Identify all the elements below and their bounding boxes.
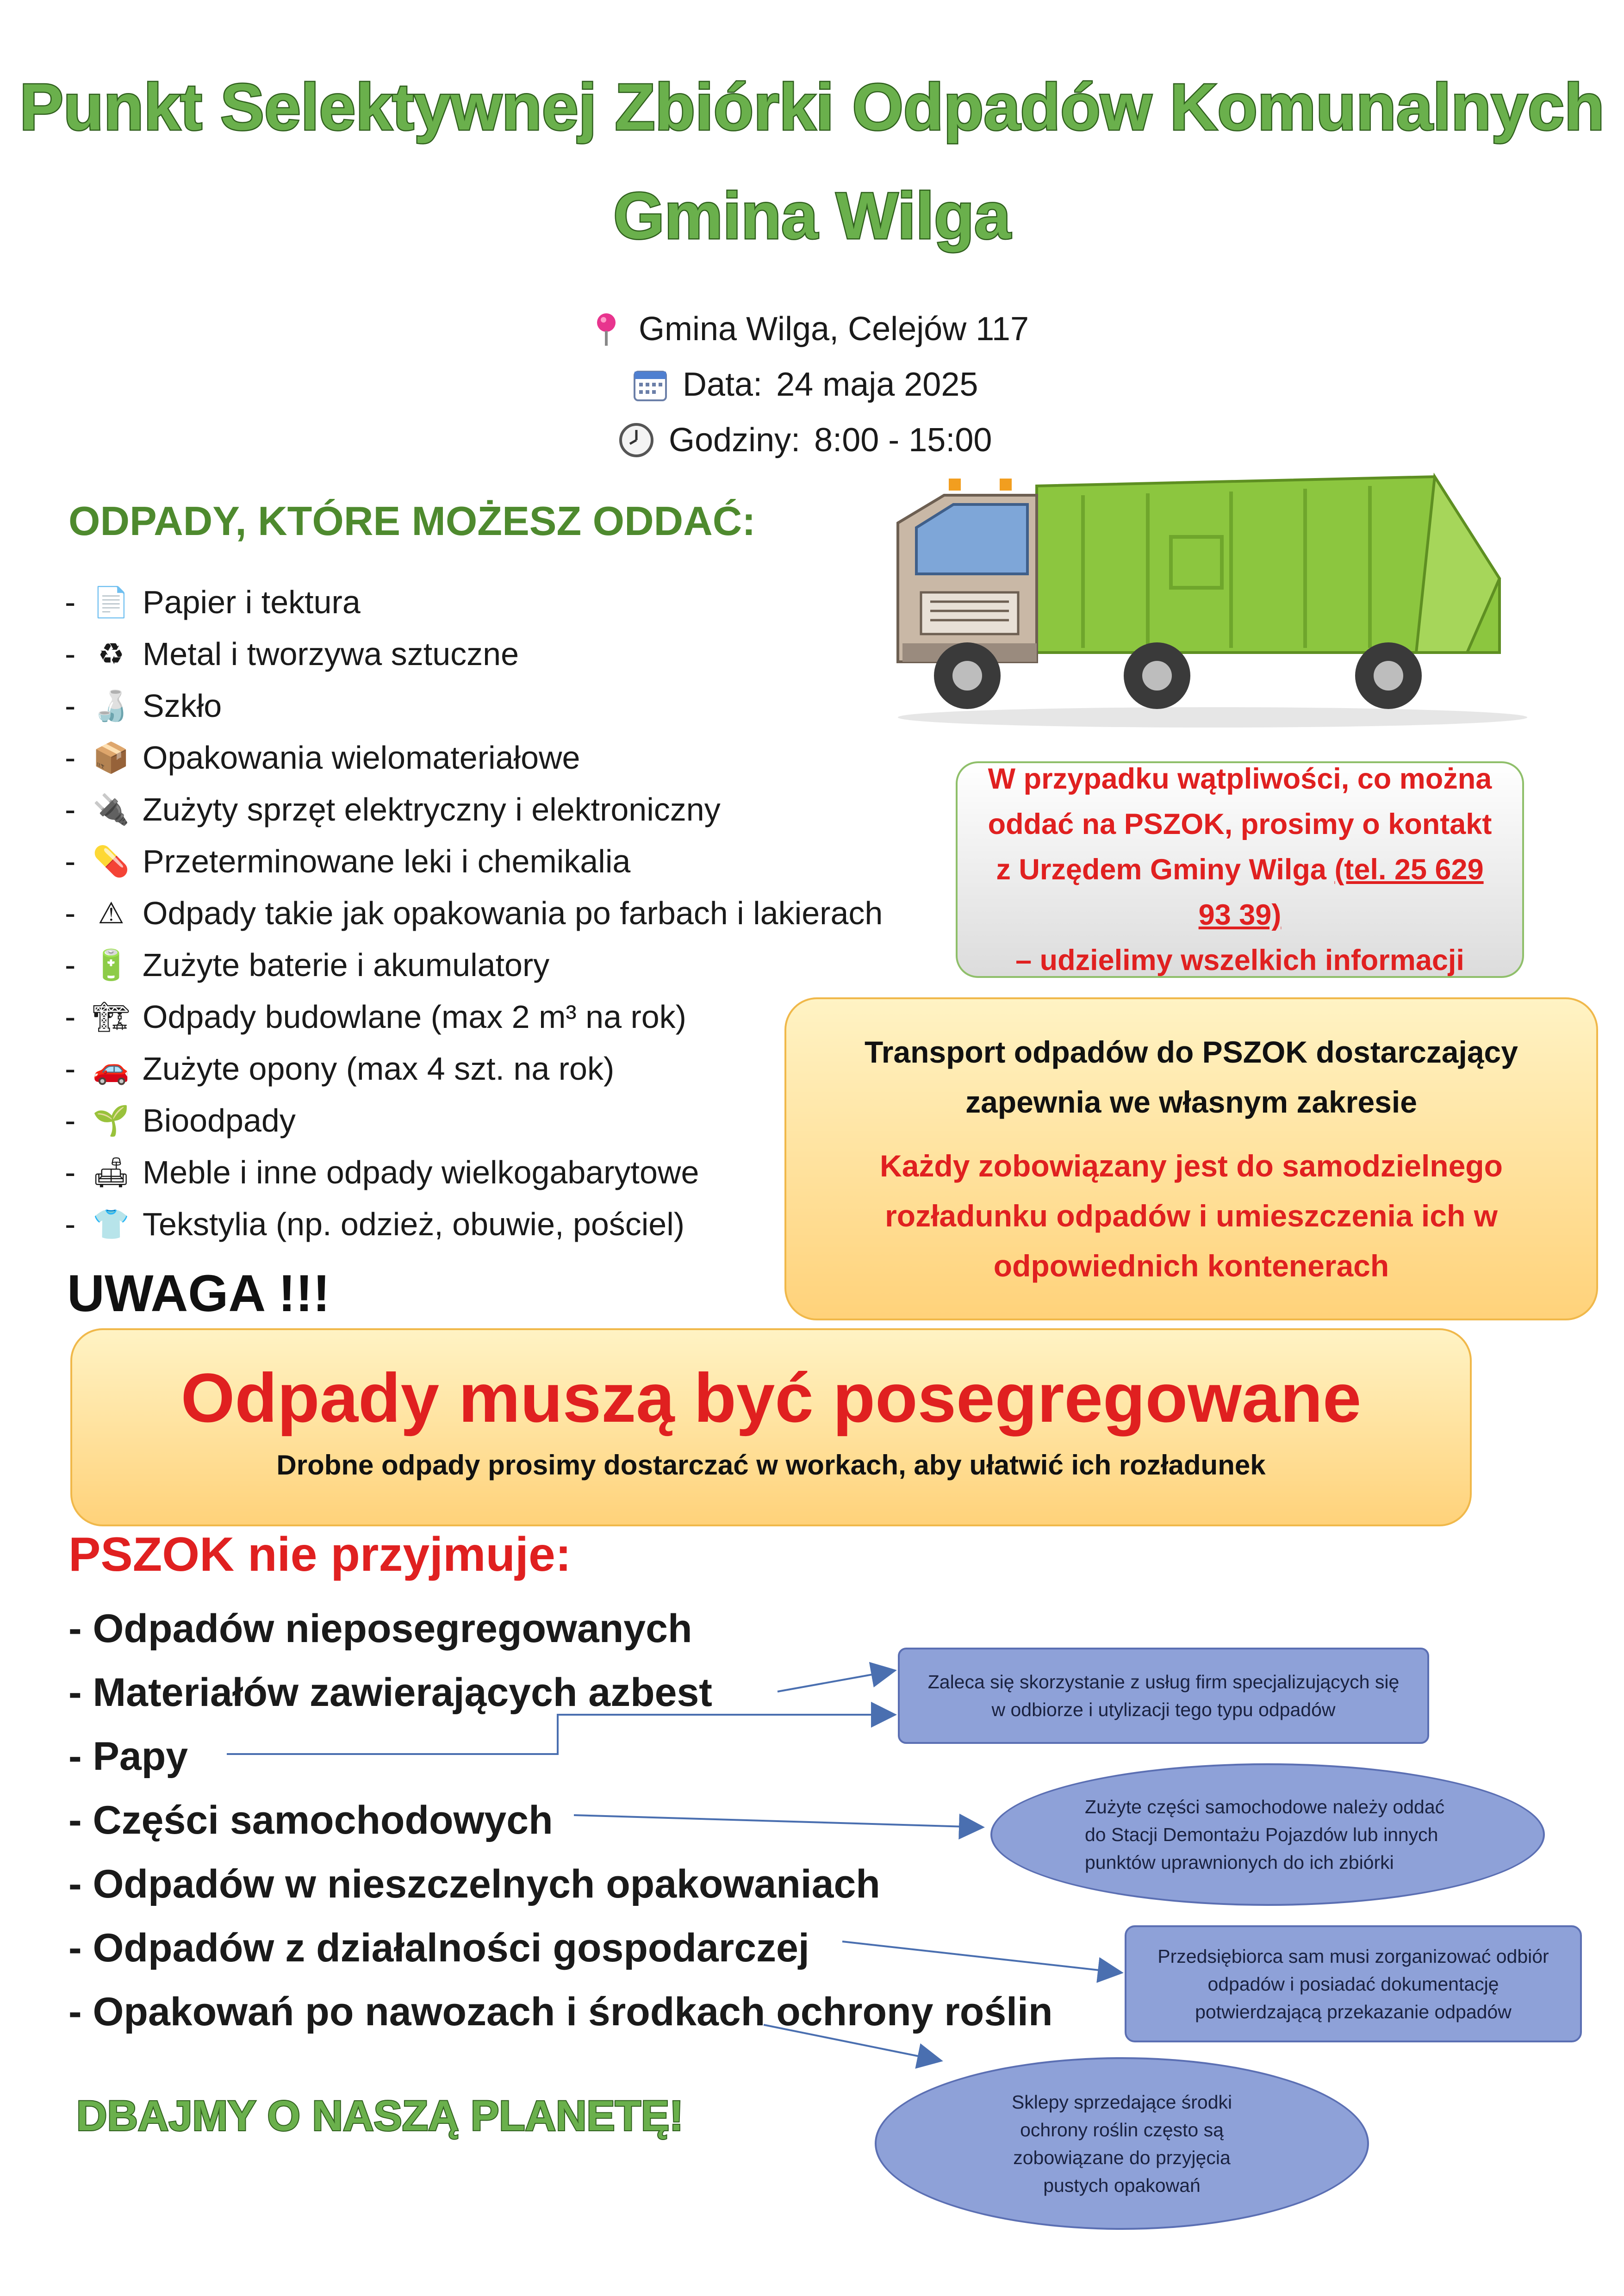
list-dash: - bbox=[65, 1102, 76, 1139]
asbestos-note bbox=[898, 1648, 1429, 1744]
accepted-item-label: Odpady budowlane (max 2 m³ na rok) bbox=[143, 999, 686, 1035]
not-accepted-item: - Opakowań po nawozach i środkach ochrony roślin bbox=[68, 1990, 1053, 2034]
construction-icon: 🏗 bbox=[92, 1000, 130, 1033]
list-dash: - bbox=[65, 1051, 76, 1087]
asbestos-note-text: Zaleca się skorzystanie z usług firm specjalizujących się w odbiorze i utylizacji tego typu odpadów bbox=[927, 1671, 1400, 1720]
segregation-headline: Odpady muszą być posegregowane bbox=[180, 1359, 1362, 1437]
accepted-item-label: Odpady takie jak opakowania po farbach i lakierach bbox=[143, 895, 883, 931]
hours-label: Godziny: bbox=[669, 422, 801, 459]
accepted-item-label: Metal i tworzywa sztuczne bbox=[143, 636, 519, 672]
accepted-item-label: Papier i tektura bbox=[143, 584, 361, 620]
not-accepted-item: - Odpadów w nieszczelnych opakowaniach bbox=[68, 1862, 880, 1906]
contact-text-after: – udzielimy wszelkich informacji bbox=[1015, 944, 1464, 977]
list-dash: - bbox=[65, 740, 76, 776]
not-accepted-item: - Materiałów zawierających azbest bbox=[68, 1670, 712, 1715]
battery-icon: 🔋 bbox=[93, 948, 130, 982]
accepted-item-label: Tekstylia (np. odzież, obuwie, pościel) bbox=[143, 1206, 685, 1242]
contact-phone-link[interactable]: (tel. 25 629 93 39) bbox=[1198, 853, 1484, 931]
arrow-car-parts bbox=[574, 1815, 981, 1827]
arrow-fertilizers bbox=[764, 2025, 940, 2060]
location-text: Gmina Wilga, Celejów 117 bbox=[639, 311, 1029, 348]
couch-icon: 🛋 bbox=[92, 1156, 130, 1189]
page-title: Punkt Selektywnej Zbiórki Odpadów Komunalnych bbox=[19, 70, 1605, 144]
seedling-icon: 🌱 bbox=[93, 1104, 130, 1137]
document-icon: 📄 bbox=[93, 585, 130, 619]
list-dash: - bbox=[65, 895, 76, 931]
arrow-business bbox=[842, 1941, 1120, 1972]
fertilizers-note-text: Sklepy sprzedające środki ochrony roślin często są zobowiązane do przyjęcia pustych opakowań bbox=[1011, 2091, 1232, 2196]
date-value: 24 maja 2025 bbox=[776, 366, 978, 403]
bottle-icon: 🍶 bbox=[93, 689, 130, 722]
arrow-roofing bbox=[227, 1715, 893, 1754]
footer-slogan: DBAJMY O NASZĄ PLANETĘ! bbox=[76, 2092, 684, 2140]
accepted-item-label: Szkło bbox=[143, 688, 222, 724]
package-icon: 📦 bbox=[93, 741, 130, 774]
not-accepted-item: - Papy bbox=[68, 1734, 188, 1779]
warning-label: UWAGA !!! bbox=[67, 1264, 330, 1322]
pill-icon: 💊 bbox=[93, 845, 130, 878]
list-dash: - bbox=[65, 1206, 76, 1242]
list-dash: - bbox=[65, 688, 76, 724]
page-subtitle: Gmina Wilga bbox=[613, 179, 1011, 253]
accepted-item-label: Przeterminowane leki i chemikalia bbox=[143, 843, 631, 879]
arrow-asbestos bbox=[778, 1671, 893, 1692]
business-note bbox=[1125, 1925, 1582, 2042]
date-label: Data: bbox=[683, 366, 763, 403]
car-parts-note bbox=[990, 1763, 1545, 1906]
list-dash: - bbox=[65, 843, 76, 879]
warning-icon: ⚠ bbox=[98, 896, 124, 930]
accepted-item-label: Opakowania wielomateriałowe bbox=[143, 740, 580, 776]
transport-text: Transport odpadów do PSZOK dostarczający zapewnia we własnym zakresie bbox=[865, 1035, 1518, 1119]
not-accepted-item: - Odpadów z działalności gospodarczej bbox=[68, 1926, 809, 1970]
recycle-icon: ♻ bbox=[98, 637, 124, 671]
contact-text: W przypadku wątpliwości, co można oddać na PSZOK, prosimy o kontakt z Urzędem Gminy Wilga bbox=[988, 763, 1492, 886]
not-accepted-item: - Części samochodowych bbox=[68, 1798, 553, 1842]
plug-icon: 🔌 bbox=[93, 793, 130, 826]
list-dash: - bbox=[65, 1154, 76, 1190]
unloading-text: Każdy zobowiązany jest do samodzielnego rozładunku odpadów i umieszczenia ich w odpowiednich kontenerach bbox=[880, 1149, 1503, 1283]
list-dash: - bbox=[65, 999, 76, 1035]
accepted-item-label: Zużyte opony (max 4 szt. na rok) bbox=[143, 1051, 615, 1087]
list-dash: - bbox=[65, 791, 76, 828]
accepted-item-label: Zużyte baterie i akumulatory bbox=[143, 947, 550, 983]
hours-value: 8:00 - 15:00 bbox=[814, 422, 992, 459]
accepted-item-label: Zużyty sprzęt elektryczny i elektroniczny bbox=[143, 791, 721, 828]
not-accepted-heading: PSZOK nie przyjmuje: bbox=[68, 1528, 572, 1581]
list-dash: - bbox=[65, 584, 76, 620]
not-accepted-item: - Odpadów nieposegregowanych bbox=[68, 1606, 692, 1651]
car-parts-note-text: Zużyte części samochodowe należy oddać do Stacji Demontażu Pojazdów lub innych punktów uprawnionych do ich zbiórki bbox=[1085, 1796, 1445, 1873]
accepted-item-label: Meble i inne odpady wielkogabarytowe bbox=[143, 1154, 699, 1190]
segregation-subtext: Drobne odpady prosimy dostarczać w workach, aby ułatwić ich rozładunek bbox=[276, 1450, 1266, 1481]
accepted-item-label: Bioodpady bbox=[143, 1102, 296, 1139]
accepted-heading: ODPADY, KTÓRE MOŻESZ ODDAĆ: bbox=[68, 498, 756, 544]
car-icon: 🚗 bbox=[93, 1052, 130, 1085]
business-note-text: Przedsiębiorca sam musi zorganizować odbiór odpadów i posiadać dokumentację potwierdzającą przekazanie odpadów bbox=[1157, 1945, 1549, 2022]
list-dash: - bbox=[65, 947, 76, 983]
tshirt-icon: 👕 bbox=[93, 1207, 130, 1241]
list-dash: - bbox=[65, 636, 76, 672]
fertilizers-note bbox=[875, 2057, 1369, 2230]
